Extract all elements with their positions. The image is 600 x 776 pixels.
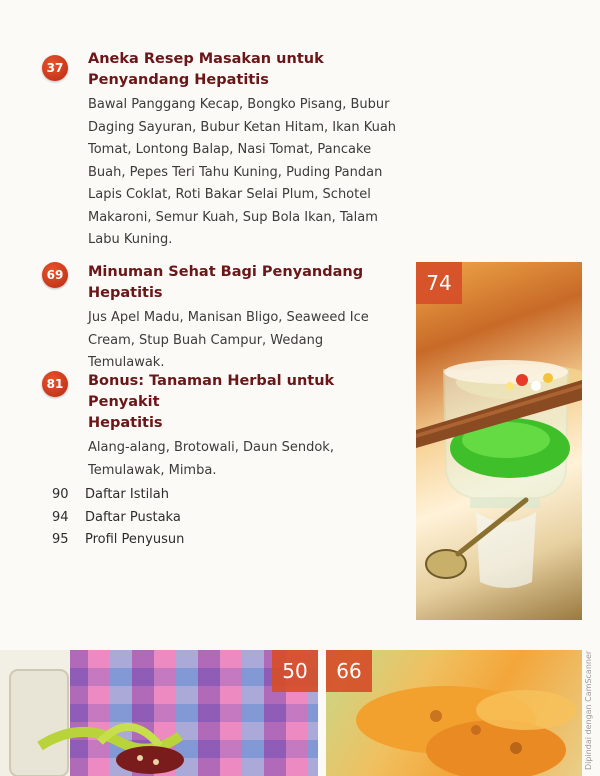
- entry-body-line: Tomat, Lontong Balap, Nasi Tomat, Pancake: [88, 142, 372, 157]
- toc-page-number: 90: [52, 487, 69, 502]
- tablecloth-illustration: [0, 650, 318, 776]
- entry-title-line: Penyandang Hepatitis: [88, 72, 269, 88]
- toc-page-number: 94: [52, 509, 69, 525]
- entry-title-line: Minuman Sehat Bagi Penyandang: [88, 264, 364, 280]
- entry-body-line: Jus Apel Madu, Manisan Bligo, Seaweed Ice: [88, 310, 369, 325]
- entry-title: [88, 262, 392, 304]
- entry-title-line: Bonus: Tanaman Herbal untuk Penyakit: [88, 373, 335, 410]
- toc-row: [52, 507, 184, 530]
- entry-body-line: Temulawak, Mimba.: [88, 462, 217, 478]
- entry-body: [88, 94, 402, 252]
- toc-row: [52, 484, 184, 507]
- toc-list: [52, 484, 184, 552]
- toc-label: Profil Penyusun: [85, 532, 185, 547]
- page-badge: 37: [42, 55, 68, 81]
- entry-body: [88, 437, 392, 482]
- toc-entry-69: [42, 262, 392, 375]
- entry-body: [88, 307, 392, 375]
- entry-body-line: Alang-alang, Brotowali, Daun Sendok,: [88, 440, 334, 455]
- page-badge: 81: [42, 371, 68, 397]
- toc-label: Daftar Istilah: [85, 487, 169, 502]
- toc-page-number: 95: [52, 532, 69, 547]
- toc-row: [52, 529, 184, 552]
- entry-body-line: Daging Sayuran, Bubur Ketan Hitam, Ikan Kuah: [88, 119, 397, 135]
- drink-photo: [416, 262, 582, 620]
- entry-title: [88, 371, 392, 434]
- entry-body-line: Labu Kuning.: [88, 232, 173, 247]
- toc-entry-81: [42, 371, 392, 482]
- entry-title-line: Hepatitis: [88, 415, 163, 431]
- fried-food-photo: [326, 650, 582, 776]
- entry-body-line: Bawal Panggang Kecap, Bongko Pisang, Bubur: [88, 97, 390, 112]
- page-number-label: 66: [326, 650, 372, 692]
- page-number-label: 74: [416, 262, 462, 304]
- drink-illustration: [416, 262, 582, 620]
- entry-title-line: Aneka Resep Masakan untuk: [88, 51, 324, 67]
- toc-label: Daftar Pustaka: [85, 509, 181, 525]
- entry-title: [88, 49, 402, 91]
- entry-body-line: Makaroni, Semur Kuah, Sup Bola Ikan, Talam: [88, 209, 378, 225]
- toc-entry-37: [42, 49, 402, 252]
- scanner-watermark: Dipindai dengan CamScanner: [584, 650, 593, 770]
- entry-body-line: Buah, Pepes Teri Tahu Kuning, Puding Pandan: [88, 164, 383, 180]
- page-badge: 69: [42, 262, 68, 288]
- tablecloth-photo: [0, 650, 318, 776]
- entry-body-line: Lapis Coklat, Roti Bakar Selai Plum, Schotel: [88, 187, 371, 202]
- entry-title-line: Hepatitis: [88, 285, 163, 301]
- entry-body-line: Cream, Stup Buah Campur, Wedang Temulawak.: [88, 332, 324, 370]
- page-number-label: 50: [272, 650, 318, 692]
